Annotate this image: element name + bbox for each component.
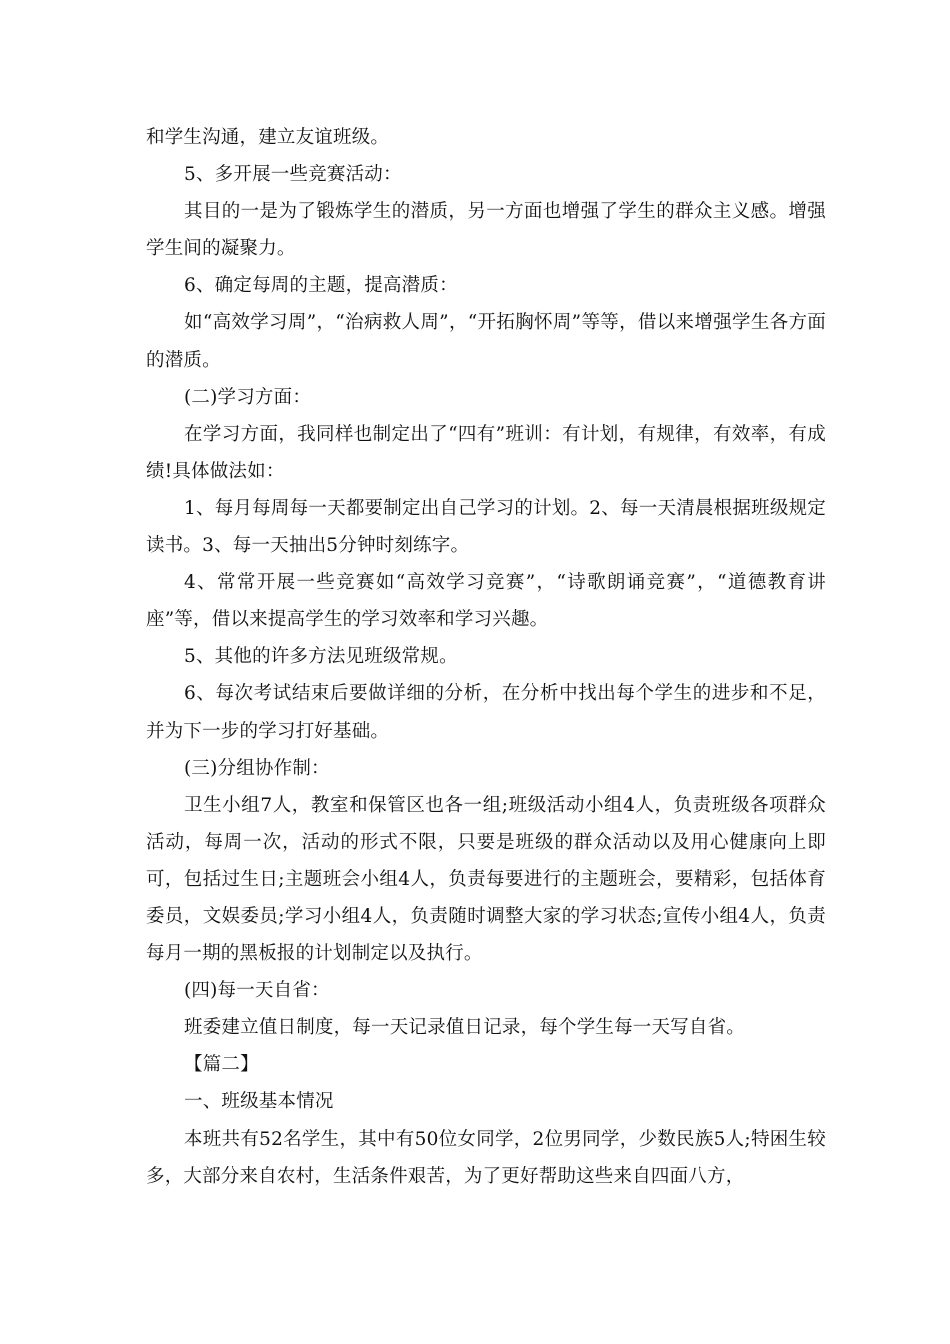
- chapter-heading: 【篇二】: [184, 1054, 259, 1076]
- paragraph: 班委建立值日制度，每一天记录值日记录，每个学生每一天写自省。: [184, 1017, 746, 1039]
- paragraph: 4、常常开展一些竞赛如“高效学习竞赛”，“诗歌朗诵竞赛”，“道德教育讲座”等，借以来提高学生的学习效率和学习兴趣。: [146, 572, 826, 631]
- paragraph: 5、其他的许多方法见班级常规。: [184, 646, 458, 668]
- paragraph: 6、每次考试结束后要做详细的分析，在分析中找出每个学生的进步和不足，并为下一步的学习打好基础。: [146, 683, 826, 742]
- paragraph: 卫生小组7人，教室和保管区也各一组;班级活动小组4人，负责班级各项群众活动，每周一次，活动的形式不限，只要是班级的群众活动以及用心健康向上即可，包括过生日;主题班会小组4人，负责每要进行的主题班会，要精彩，包括体育委员，文娱委员;学习小组4人，负责随时调整大家的学习状态;宣传小组4人，负责每月一期的黑板报的计划制定以及执行。: [146, 794, 826, 965]
- document-body: [146, 119, 826, 1195]
- section-heading: (二)学习方面：: [184, 386, 312, 408]
- section-heading: 一、班级基本情况: [184, 1091, 334, 1113]
- paragraph: 和学生沟通，建立友谊班级。: [146, 127, 390, 148]
- paragraph: 如“高效学习周”，“治病救人周”，“开拓胸怀周”等等，借以来增强学生各方面的潜质。: [146, 312, 826, 371]
- paragraph: 其目的一是为了锻炼学生的潜质，另一方面也增强了学生的群众主义感。增强学生间的凝聚力。: [146, 201, 826, 260]
- paragraph: 在学习方面，我同样也制定出了“四有”班训：有计划，有规律，有效率，有成绩!具体做法如：: [146, 423, 826, 482]
- section-heading: (四)每一天自省：: [184, 980, 330, 1002]
- paragraph: 本班共有52名学生，其中有50位女同学，2位男同学，少数民族5人;特困生较多，大部分来自农村，生活条件艰苦，为了更好帮助这些来自四面八方，: [146, 1128, 826, 1187]
- paragraph: 5、多开展一些竞赛活动：: [184, 164, 402, 186]
- section-heading: (三)分组协作制：: [184, 757, 330, 779]
- paragraph: 1、每月每周每一天都要制定出自己学习的计划。2、每一天清晨根据班级规定读书。3、每一天抽出5分钟时刻练字。: [146, 497, 826, 557]
- paragraph: 6、确定每周的主题，提高潜质：: [184, 275, 458, 297]
